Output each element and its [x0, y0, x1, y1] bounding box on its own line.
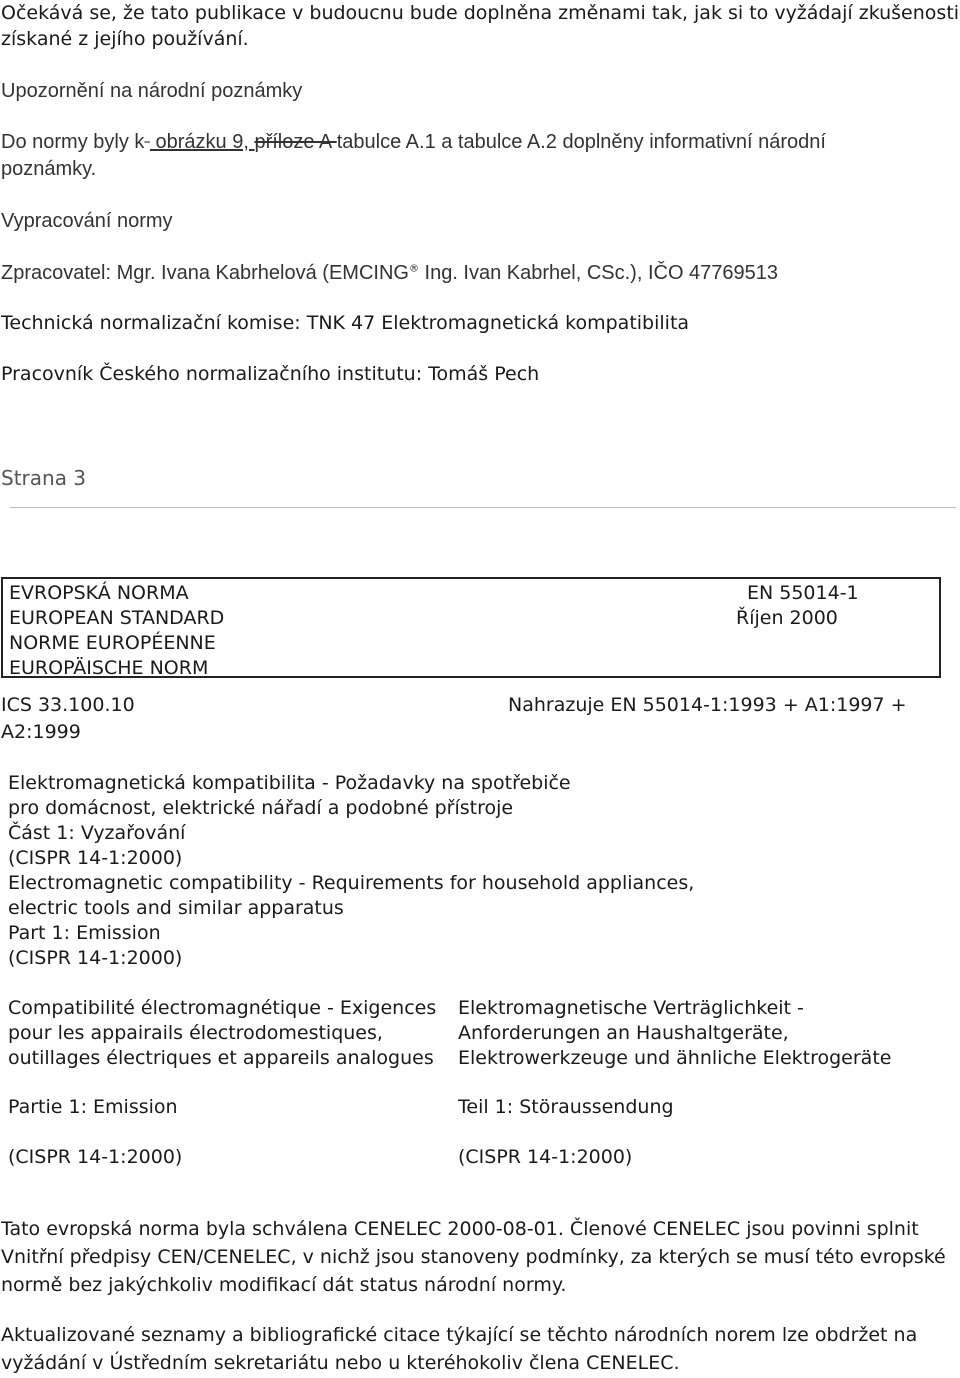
notice-line-1	[1, 131, 826, 154]
title-de-part: Teil 1: Störaussendung	[458, 1096, 674, 1118]
author-rest: Ing. Ivan Kabrhel, CSc.), IČO 47769513	[418, 262, 779, 284]
title-de-line: Elektromagnetische Verträglichkeit -	[458, 997, 804, 1019]
drafting-heading: Vypracování normy	[1, 210, 173, 232]
approval-line: Vnitřní předpisy CEN/CENELEC, v nichž jsou stanoveny podmínky, za kterých se musí této evropské	[1, 1246, 946, 1268]
approval-line: Tato evropská norma byla schválena CENELEC 2000-08-01. Členové CENELEC jsou povinni splnit	[1, 1218, 919, 1240]
approval-line: normě bez jakýchkoliv modifikací dát status národní normy.	[1, 1274, 567, 1296]
title-cs-line: (CISPR 14-1:2000)	[8, 847, 183, 869]
notice-text-tables: tabulce A.1 a tabulce A.2 doplněny informativní národní	[336, 131, 826, 153]
title-en-line: Part 1: Emission	[8, 922, 161, 944]
title-en-line: (CISPR 14-1:2000)	[8, 947, 183, 969]
ics-code: ICS 33.100.10	[1, 694, 135, 716]
notice-text-annex: příloze A	[254, 131, 337, 153]
title-cs	[8, 771, 571, 871]
title-de-line: Elektrowerkzeuge und ähnliche Elektrogeräte	[458, 1047, 892, 1069]
title-fr-cispr: (CISPR 14-1:2000)	[8, 1146, 183, 1168]
notice-text-a: Do normy byly k	[1, 131, 145, 153]
title-fr-part: Partie 1: Emission	[8, 1096, 178, 1118]
registered-mark: ®	[408, 263, 419, 275]
title-cs-line: Elektromagnetická kompatibilita - Požadavky na spotřebiče	[8, 772, 571, 794]
title-de-cispr: (CISPR 14-1:2000)	[458, 1146, 633, 1168]
notice-heading: Upozornění na národní poznámky	[1, 80, 303, 102]
title-de	[458, 996, 891, 1071]
title-fr	[8, 996, 436, 1071]
title-de-line: Anforderungen an Haushaltgeräte,	[458, 1022, 789, 1044]
author-cont	[419, 262, 778, 284]
intro-line-1: Očekává se, že tato publikace v budoucnu bude doplněna změnami tak, jak si to vyžádají zkušenosti	[1, 2, 960, 24]
title-cs-line: pro domácnost, elektrické nářadí a podobné přístroje	[8, 797, 514, 819]
name-de: EUROPÄISCHE NORM	[9, 657, 209, 679]
drafting-committee: Technická normalizační komise: TNK 47 Elektromagnetická kompatibilita	[1, 312, 690, 334]
intro-line-2: získané z jejího používání.	[1, 28, 249, 50]
title-en-line: electric tools and similar apparatus	[8, 897, 344, 919]
standard-code: EN 55014-1	[747, 582, 859, 604]
name-cs: EVROPSKÁ NORMA	[9, 582, 189, 604]
name-en: EUROPEAN STANDARD	[9, 607, 225, 629]
replaces: Nahrazuje EN 55014-1:1993 + A1:1997 +	[508, 694, 907, 716]
title-en	[8, 871, 694, 971]
replaces-cont: A2:1999	[1, 721, 81, 743]
drafting-author	[1, 262, 778, 285]
lists-line: Aktualizované seznamy a bibliografické citace týkající se těchto národních norem lze obdržet na	[1, 1324, 918, 1346]
title-fr-line: pour les appairails électrodomestiques,	[8, 1022, 383, 1044]
title-cs-line: Část 1: Vyzařování	[8, 822, 186, 844]
page-divider	[10, 507, 956, 508]
standard-date: Říjen 2000	[736, 607, 838, 629]
lists-line: vyžádání v Ústředním sekretariátu nebo u kteréhokoliv člena CENELEC.	[1, 1352, 680, 1374]
title-fr-line: Compatibilité électromagnétique - Exigences	[8, 997, 437, 1019]
drafting-worker: Pracovník Českého normalizačního institutu: Tomáš Pech	[1, 363, 540, 385]
author-name: Zpracovatel: Mgr. Ivana Kabrhelová (EMCING	[1, 262, 409, 284]
notice-text-figure: obrázku 9,	[149, 131, 255, 153]
notice-line-2: poznámky.	[1, 158, 97, 180]
standard-header-box	[1, 577, 941, 678]
title-en-line: Electromagnetic compatibility - Requirements for household appliances,	[8, 872, 695, 894]
page-label: Strana 3	[1, 466, 87, 490]
name-fr: NORME EUROPÉENNE	[9, 632, 216, 654]
title-fr-line: outillages électriques et appareils analogues	[8, 1047, 434, 1069]
